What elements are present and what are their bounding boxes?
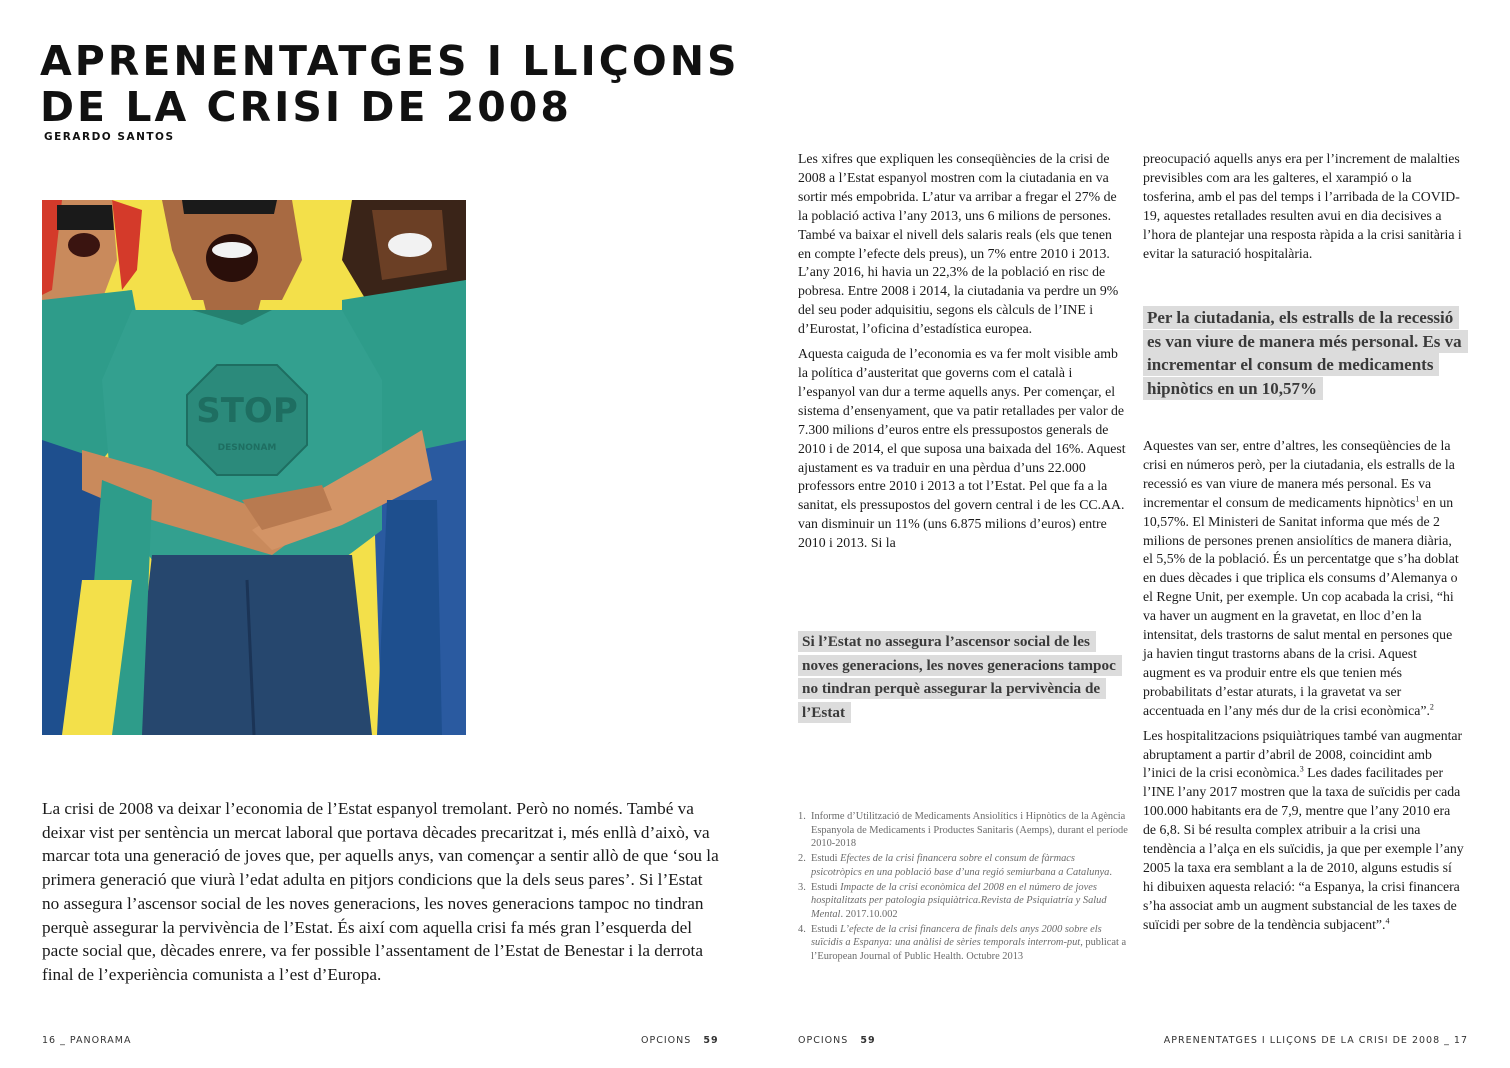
footer-magazine-right <box>798 1035 876 1046</box>
body-paragraph: Les xifres que expliquen les conseqüències de la crisi de 2008 a l’Estat espanyol mostren com la ciutadania en va sortir més empobrida. L’atur va arribar a fregar el 27% de la població activa l’any 2013, uns 6 milions de persones. També va baixar el nivell dels salaris reals (els que tenen en compte l’efecte dels preus), un 7% entre 2010 i 2013. L’any 2016, hi havia un 22,3% de la població en risc de pobresa. Entre 2008 i 2014, la ciutadania va perdre un 9% del seu poder adquisitiu, segons els càlculs de l’INE i d’Eurostat, l’oficina d’estadística europea. <box>798 151 1119 337</box>
footnote-text: . <box>1109 866 1112 878</box>
body-text: Aquestes van ser, entre d’altres, les conseqüències de la crisi en números però, per la ciutadania, els estralls de la recessió es van viure de manera més personal. Es va incrementar el consum de medicaments hipnòtics <box>1143 438 1455 510</box>
footnote-number: 4. <box>798 923 806 935</box>
footnote-title: Impacte de la crisi econòmica del 2008 en el número de joves hospitalitzats per patologia psiquiàtrica.Revista de Psiquiatría y Salud Mental <box>811 881 1107 920</box>
footnote-text: Estudi <box>811 853 841 865</box>
footnotes <box>798 810 1128 965</box>
footer-right-folio: APRENENTATGES I LLIÇONS DE LA CRISI DE 2008 _ 17 <box>1163 1035 1468 1046</box>
title-line-1: APRENENTATGES I LLIÇONS <box>40 37 740 85</box>
intro-paragraph: La crisi de 2008 va deixar l’economia de l’Estat espanyol tremolant. Però no només. També va deixar vist per sentència un mercat laboral que portava dècades precaritzat i, més enllà d’això, va marcar tota una generació de joves que, per aquells anys, van començar a sentir allò de que ‘sou la primera generació que viurà l’edat adulta en pitjors condicions que la dels seus pares’. Si l’Estat no assegura l’ascensor social de les noves generacions, les noves generacions tampoc no tindran perquè assegurar la pervivència de l’Estat. És així com aquella crisi fa més gran l’esquerda del pacte social que, dècades enrere, va fer possible l’assentament de l’Estat de Benestar i la derrota final de l’experiència comunista a l’est d’Europa. <box>42 799 719 984</box>
footnote-title: L’efecte de la crisi financera de finals dels anys 2000 sobre els suïcidis a Espanya: una anàlisi de sèries temporals interrom-put <box>811 923 1102 949</box>
stop-sign-text: STOP <box>196 391 298 431</box>
text-column-1 <box>798 150 1128 559</box>
author-name: GERARDO SANTOS <box>44 131 175 143</box>
footnote-number: 1. <box>798 811 806 822</box>
footnote-number: 3. <box>798 881 806 893</box>
pullquote-text: Per la ciutadania, els estralls de la recessió es van viure de manera més personal. Es va incrementar el consum de medicaments hipnòtics en un 10,57% <box>1143 306 1468 400</box>
body-text: Les hospitalitzacions psiquiàtriques també van augmentar abruptament a partir d’abril de 2008, coincidint amb l’inici de la crisi econòmica. <box>1143 727 1463 781</box>
issue-number: 59 <box>703 1035 719 1046</box>
issue-number: 59 <box>860 1035 876 1046</box>
footnote-text: Estudi <box>811 881 841 893</box>
footnote-text: Informe d’Utilització de Medicaments Ansiolítics i Hipnòtics de la Agència Espanyola de Medicaments i Productes Sanitaris (Aemps), durant el període 2010-2018 <box>811 811 1128 850</box>
footnote-ref[interactable]: 3 <box>1299 764 1304 774</box>
footer-left-folio: 16 _ PANORAMA <box>42 1035 132 1046</box>
footnote-number: 2. <box>798 853 806 865</box>
pullquote-2 <box>1143 306 1463 400</box>
footnote-item <box>798 852 1128 879</box>
body-paragraph <box>1143 437 1465 721</box>
footnote-ref[interactable]: 4 <box>1385 916 1390 926</box>
footnote-item <box>798 810 1128 851</box>
body-text: Les dades facilitades per l’INE l’any 2017 mostren que la taxa de suïcidis per cada 100.000 habitants era de 7,9, mentre que l’any 2010 era de 6,8. Si bé resulta complex atribuir a la crisi una tendència a l’alça en els suïcidis, ja que per exemple l’any 2005 la taxa era semblant a la de 2010, alguns estudis sí hi dibuixen aquesta relació: “a Espanya, la crisi financera s’ha associat amb un augment substancial de les taxes de suïcidi per sobre de la tendència subjacent”. <box>1143 765 1464 932</box>
protest-illustration <box>42 200 466 735</box>
body-paragraph: preocupació aquells anys era per l’increment de malalties previsibles com ara les galteres, el xarampió o la tosferina, amb el pas del temps i l’arribada de la COVID-19, aquestes retallades resulten avui en dia decisives a l’hora de plantejar una resposta ràpida a la crisi sanitària i evitar la saturació hospitalària. <box>1143 151 1462 261</box>
body-text: en un 10,57%. El Ministeri de Sanitat informa que més de 2 milions de persones prenen ansiolítics de manera diària, el 5,5% de la població. És un percentatge que s’ha doblat en dues dècades i que triplica els consums d’Alemanya o el Regne Unit, per exemple. Un cop acabada la crisi, “hi va haver un augment en la gravetat, en lloc d’en la intensitat, dels trastorns de salut mental en persones que ja havien tingut trastorns abans de la crisi. Aquest augment es va produir entre els que tenien més probabilitats d’estar aturats, i la gravetat va ser accentuada en l’any més dur de la crisi econòmica”. <box>1143 494 1459 718</box>
footer-magazine-left <box>641 1035 719 1046</box>
title-line-2: DE LA CRISI DE 2008 <box>40 83 572 131</box>
footnote-text: . 2017.10.002 <box>840 908 898 920</box>
magazine-name: OPCIONS <box>798 1035 849 1046</box>
footnote-title: Efectes de la crisi financera sobre el consum de fàrmacs psicotròpics en una població base d’una regió semiurbana a Catalunya <box>811 853 1110 878</box>
text-column-2-continued <box>1143 437 1465 941</box>
footnote-text: Estudi <box>811 923 841 935</box>
protest-illustration-svg <box>42 200 466 735</box>
footnote-ref[interactable]: 1 <box>1415 494 1420 504</box>
footnote-text: , publicat a l’European Journal of Public Health. Octubre 2013 <box>811 937 1127 963</box>
stop-sign-subtext: DESNONAM <box>217 443 277 453</box>
body-paragraph <box>1143 727 1465 935</box>
pullquote-text: Si l’Estat no assegura l’ascensor social de les noves generacions, les noves generacions tampoc no tindran perquè assegurar la pervivència de l’Estat <box>798 631 1122 723</box>
footnote-item <box>798 881 1128 922</box>
footnote-ref[interactable]: 2 <box>1429 702 1434 712</box>
article-title <box>40 38 740 130</box>
footnote-item <box>798 923 1128 964</box>
body-paragraph: Aquesta caiguda de l’economia es va fer molt visible amb la política d’austeritat que governs com el català i l’espanyol van dur a terme aquells anys. Per començar, el sistema d’ensenyament, que va patir retallades per valor de 7.300 milions d’euros entre els pressupostos generals de 2010 i de 2014, el que suposa una baixada del 16%. Aquest ajustament es va traduir en una pèrdua d’uns 22.000 professors entre 2010 i 2013 a tot l’Estat. Pel que fa a la sanitat, els pressupostos del govern central i de les CC.AA. van disminuir un 11% (uns 6.875 milions d’euros) entre 2010 i 2013. Si la <box>798 346 1126 551</box>
text-column-2 <box>1143 150 1465 269</box>
magazine-name: OPCIONS <box>641 1035 692 1046</box>
pullquote-1 <box>798 630 1118 724</box>
